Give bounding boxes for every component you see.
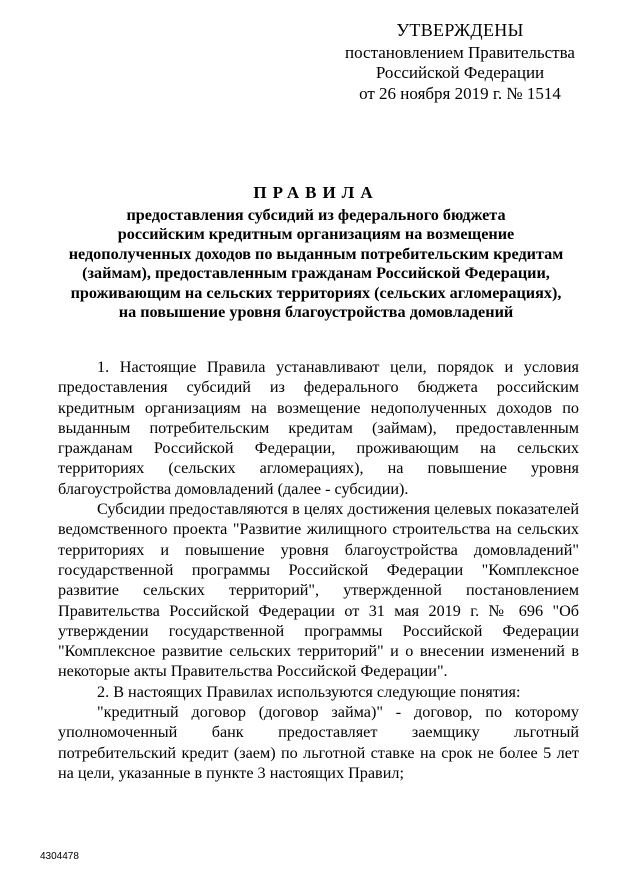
approval-line-3: от 26 ноября 2019 г. № 1514 — [359, 83, 561, 103]
paragraph-3: 2. В настоящих Правилах используются следующие понятия: — [97, 682, 521, 701]
title-line-4: (займам), предоставленным гражданам Российской Федерации, — [82, 264, 550, 282]
document-title — [50, 183, 582, 323]
paragraph-4: "кредитный договор (договор займа)" - договор, по которому уполномоченный банк предоставляет заемщику льготный потребительский кредит (заем) по льготной ставке на срок не более 5 лет на цели, указанные в пункте 3 настоящих Правил; — [58, 703, 579, 782]
document-body — [58, 357, 579, 783]
approval-line-2: Российской Федерации — [375, 63, 545, 82]
title-line-2: российским кредитным организациям на возмещение — [117, 225, 515, 243]
title-line-3: недополученных доходов по выданным потребительским кредитам — [68, 244, 564, 263]
title-word: ПРАВИЛА — [253, 183, 379, 202]
title-line-1: предоставления субсидий из федерального бюджета — [126, 205, 506, 224]
title-line-6: на повышение уровня благоустройства домовладений — [118, 303, 514, 321]
paragraph-1: 1. Настоящие Правила устанавливают цели, порядок и условия предоставления субсидий из федерального бюджета российским кредитным организациям на возмещение недополученных доходов по выданным потребительским кредитам (займам), предоставленным гражданам Российской Федерации, проживающим на сельских территориях (сельских агломерациях), на повышение уровня благоустройства домовладений (далее - субсидии). — [58, 358, 579, 498]
approval-heading: УТВЕРЖДЕНЫ — [396, 20, 524, 40]
approval-line-1: постановлением Правительства — [345, 42, 575, 62]
approval-stamp — [330, 20, 590, 104]
document-number: 4304478 — [40, 851, 79, 862]
paragraph-2: Субсидии предоставляются в целях достижения целевых показателей ведомственного проекта "Развитие жилищного строительства на сельских территориях и повышение уровня благоустройства домовладений" государственной программы Российской Федерации "Комплексное развитие сельских территорий", утвержденной постановлением Правительства Российской Федерации от 31 мая 2019 г. № 696 "Об утверждении государственной программы Российской Федерации "Комплексное развитие сельских территорий" и о внесении изменений в некоторые акты Правительства Российской Федерации". — [58, 500, 579, 681]
title-line-5: проживающим на сельских территориях (сельских агломерациях), — [70, 283, 562, 302]
